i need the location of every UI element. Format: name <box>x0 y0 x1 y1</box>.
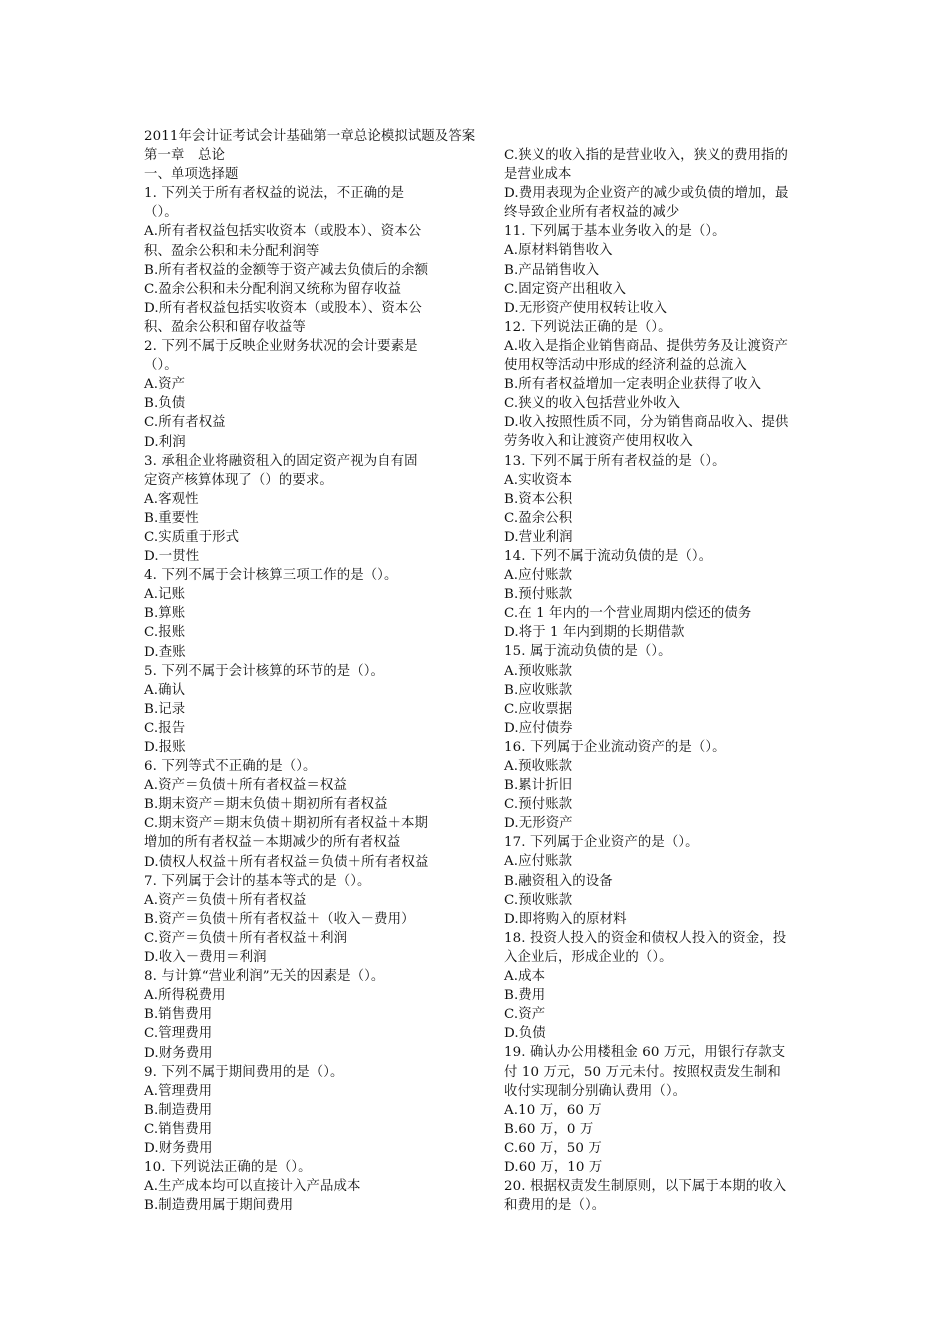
text-line: 收付实现制分别确认费用（）。 <box>504 1083 687 1099</box>
text-line: A.客观性 <box>144 491 199 507</box>
text-line: D.即将购入的原材料 <box>504 911 627 927</box>
text-line: D.应付债券 <box>504 720 573 736</box>
text-line: B.费用 <box>504 988 546 1004</box>
text-line: 是营业成本 <box>504 167 572 183</box>
text-line: B.60 万，0 万 <box>504 1121 594 1137</box>
text-line: B.期末资产＝期末负债＋期初所有者权益 <box>144 797 388 813</box>
text-line: A.收入是指企业销售商品、提供劳务及让渡资产 <box>504 338 788 354</box>
text-line: 2. 下列不属于反映企业财务状况的会计要素是 <box>144 339 418 355</box>
text-line: C.所有者权益 <box>144 415 226 431</box>
text-line: A.应付账款 <box>504 854 573 870</box>
text-line: 7. 下列属于会计的基本等式的是（）。 <box>144 873 371 889</box>
text-line: C.销售费用 <box>144 1121 213 1137</box>
text-line: D.将于 1 年内到期的长期借款 <box>504 625 685 641</box>
text-line: 17. 下列属于企业资产的是（）。 <box>504 835 699 851</box>
text-line: B.制造费用 <box>144 1102 213 1118</box>
left-column <box>144 127 476 1215</box>
text-line: B.制造费用属于期间费用 <box>144 1198 294 1214</box>
text-line: C.实质重于形式 <box>144 529 240 545</box>
text-line: D.收入按照性质不同，分为销售商品收入、提供 <box>504 415 789 431</box>
text-line: A.预收账款 <box>504 663 573 679</box>
text-line: A.应付账款 <box>504 568 573 584</box>
document-title: 2011年会计证考试会计基础第一章总论模拟试题及答案 <box>144 129 476 144</box>
text-line: B.累计折旧 <box>504 778 573 794</box>
text-line: 16. 下列属于企业流动资产的是（）。 <box>504 739 726 755</box>
text-line: 入企业后，形成企业的（）。 <box>504 949 673 965</box>
text-line: 终导致企业所有者权益的减少 <box>504 205 680 221</box>
text-line: B.记录 <box>144 701 186 717</box>
text-line: A.成本 <box>504 969 546 985</box>
text-line: C.预付账款 <box>504 797 573 813</box>
text-line: 13. 下列不属于所有者权益的是（）。 <box>504 453 726 469</box>
text-line: 4. 下列不属于会计核算三项工作的是（）。 <box>144 568 398 584</box>
text-line: C.管理费用 <box>144 1026 213 1042</box>
text-line: 积、盈余公积和留存收益等 <box>144 319 306 335</box>
text-line: C.期末资产＝期末负债＋期初所有者权益＋本期 <box>144 816 429 832</box>
right-column <box>504 146 809 1215</box>
text-line: B.所有者权益的金额等于资产减去负债后的余额 <box>144 262 429 278</box>
text-line: C.预收账款 <box>504 892 573 908</box>
text-line: 和费用的是（）。 <box>504 1198 606 1214</box>
text-line: C.狭义的收入包括营业外收入 <box>504 396 681 412</box>
text-line: 10. 下列说法正确的是（）。 <box>144 1160 312 1176</box>
text-line: A.资产＝负债＋所有者权益＝权益 <box>144 778 347 794</box>
text-line: D.利润 <box>144 434 186 450</box>
text-line: A.10 万，60 万 <box>504 1102 602 1118</box>
text-line: 8. 与计算“营业利润”无关的因素是（）。 <box>144 969 385 985</box>
text-line: B.预付账款 <box>504 587 573 603</box>
text-line: C.盈余公积和未分配利润又统称为留存收益 <box>144 281 402 297</box>
text-line: 14. 下列不属于流动负债的是（）。 <box>504 548 713 564</box>
text-line: 18. 投资人投入的资金和债权人投入的资金，投 <box>504 930 787 946</box>
text-line: A.原材料销售收入 <box>504 243 613 259</box>
text-line: 15. 属于流动负债的是（）。 <box>504 644 672 660</box>
text-line: D.债权人权益＋所有者权益＝负债＋所有者权益 <box>144 854 429 870</box>
text-line: 劳务收入和让渡资产使用权收入 <box>504 434 693 450</box>
text-line: B.负债 <box>144 396 186 412</box>
text-line: C.资产 <box>504 1007 546 1023</box>
text-line: A.记账 <box>144 587 186 603</box>
text-line: A.管理费用 <box>144 1083 213 1099</box>
text-line: C.盈余公积 <box>504 510 573 526</box>
text-line: A.资产＝负债＋所有者权益 <box>144 892 307 908</box>
text-line: D.60 万，10 万 <box>504 1159 603 1175</box>
text-line: C.报账 <box>144 625 186 641</box>
text-line: B.应收账款 <box>504 682 573 698</box>
text-line: D.无形资产使用权转让收入 <box>504 300 668 316</box>
text-line: （）。 <box>144 358 178 374</box>
text-line: A.确认 <box>144 682 186 698</box>
text-line: A.所有者权益包括实收资本（或股本）、资本公 <box>144 224 422 240</box>
text-line: C.固定资产出租收入 <box>504 281 627 297</box>
text-line: 积、盈余公积和未分配利润等 <box>144 243 320 259</box>
text-line: C.狭义的收入指的是营业收入，狭义的费用指的 <box>504 148 789 163</box>
right-column-text <box>504 146 809 1215</box>
text-line: A.预收账款 <box>504 759 573 774</box>
text-line: 20. 根据权责发生制原则，以下属于本期的收入 <box>504 1179 787 1195</box>
text-line: 第一章 总论 <box>144 148 225 164</box>
text-line: D.所有者权益包括实收资本（或股本）、资本公 <box>144 300 422 316</box>
text-line: D.财务费用 <box>144 1140 213 1156</box>
text-line: 6. 下列等式不正确的是（）。 <box>144 759 317 775</box>
text-line: B.所有者权益增加一定表明企业获得了收入 <box>504 377 762 393</box>
text-line: C.应收票据 <box>504 701 573 717</box>
text-line: 一、单项选择题 <box>144 167 239 183</box>
text-line: 定资产核算体现了（）的要求。 <box>144 472 333 488</box>
text-line: 1. 下列关于所有者权益的说法，不正确的是 <box>144 186 405 202</box>
text-line: B.销售费用 <box>144 1007 213 1023</box>
text-line: 付 10 万元，50 万元未付。按照权责发生制和 <box>504 1064 781 1080</box>
text-line: D.营业利润 <box>504 529 573 545</box>
text-line: B.资产＝负债＋所有者权益＋（收入－费用） <box>144 911 415 927</box>
text-line: C.在 1 年内的一个营业周期内偿还的债务 <box>504 606 752 622</box>
text-line: C.资产＝负债＋所有者权益＋利润 <box>144 930 348 946</box>
text-line: A.资产 <box>144 377 186 393</box>
text-line: A.生产成本均可以直接计入产品成本 <box>144 1179 361 1195</box>
left-column-text <box>144 146 452 1215</box>
text-line: D.负债 <box>504 1026 546 1042</box>
text-line: D.财务费用 <box>144 1045 213 1061</box>
text-line: B.重要性 <box>144 510 199 526</box>
text-line: D.查账 <box>144 644 186 660</box>
text-line: C.报告 <box>144 720 186 736</box>
text-line: 12. 下列说法正确的是（）。 <box>504 319 672 335</box>
text-line: A.所得税费用 <box>144 988 226 1004</box>
text-line: D.无形资产 <box>504 816 573 832</box>
text-line: B.资本公积 <box>504 491 573 507</box>
text-line: B.算账 <box>144 606 186 622</box>
text-line: D.收入－费用＝利润 <box>144 950 267 966</box>
text-line: A.实收资本 <box>504 472 573 488</box>
text-line: 增加的所有者权益－本期减少的所有者权益 <box>144 835 401 851</box>
text-line: D.报账 <box>144 740 186 755</box>
text-line: D.一贯性 <box>144 549 200 565</box>
text-line: D.费用表现为企业资产的减少或负债的增加，最 <box>504 186 789 202</box>
text-line: 19. 确认办公用楼租金 60 万元，用银行存款支 <box>504 1045 786 1061</box>
text-line: （）。 <box>144 205 178 221</box>
text-line: B.产品销售收入 <box>504 262 600 278</box>
text-line: 9. 下列不属于期间费用的是（）。 <box>144 1064 344 1080</box>
text-line: 3. 承租企业将融资租入的固定资产视为自有固 <box>144 453 418 469</box>
text-line: 11. 下列属于基本业务收入的是（）。 <box>504 224 726 240</box>
text-line: 使用权等活动中形成的经济利益的总流入 <box>504 358 747 374</box>
text-line: C.60 万，50 万 <box>504 1140 602 1156</box>
text-line: 5. 下列不属于会计核算的环节的是（）。 <box>144 663 384 679</box>
text-line: B.融资租入的设备 <box>504 873 613 889</box>
